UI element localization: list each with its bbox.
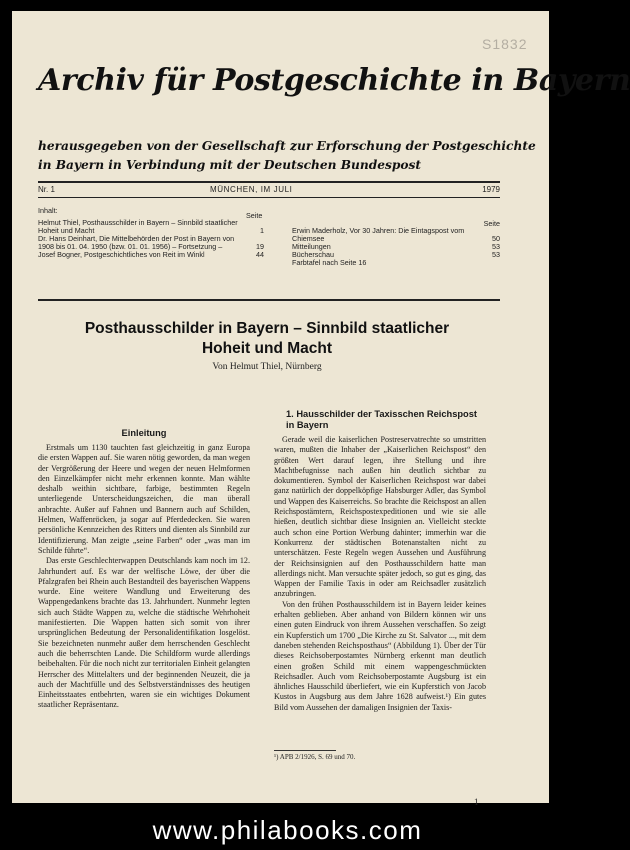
issue-year: 1979 xyxy=(482,185,500,194)
watermark-text: www.philabooks.com xyxy=(152,815,423,845)
header-rule-top xyxy=(38,181,500,183)
subtitle-line-1: herausgegeben von der Gesellschaft zur Erforschung der Postgeschichte xyxy=(38,139,536,153)
toc-rule xyxy=(38,299,500,301)
toc-column-left xyxy=(38,219,264,259)
toc-entry: Helmut Thiel, Posthausschilder in Bayern – Sinnbild staatlicher Hoheit und Macht 1 xyxy=(38,218,264,235)
article-byline: Von Helmut Thiel, Nürnberg xyxy=(212,362,322,372)
issue-number: Nr. 1 xyxy=(38,185,55,194)
issue-place-date: MÜNCHEN, IM JULI xyxy=(210,185,293,194)
paragraph: Erstmals um 1130 tauchten fast gleichzeitig in ganz Europa die ersten Wappen auf. Sie waren nötig geworden, da man wegen der Vergrößerung der Heere und wegen der neuen Helmformen den Einzelkämpfer nicht mehr erkennen konnte. Man wählte deshalb weithin sichtbare, farbige, bestimmten Regeln unterliegende Unterscheidungszeichen, die man überall anbrachte. Außer auf Fahnen und Bannern auch auf Schilden, Helmen, Waffenröcken, ja sogar auf Pferdedecken. Sie waren persönliche Kennzeichen des Ritters und dienten als Sinnbild zur Identifizierung. Man zeigte „seine Farben“ oder „was man im Schilde führte“. xyxy=(38,443,250,555)
paragraph: Gerade weil die kaiserlichen Postreservatrechte so umstritten waren, mußten die Inhaber der „Kaiserlichen Reichspost“ den größten Wert darauf legen, ihre Stellung und ihre Machtbefugnisse nach außen hin deutlich sichtbar zu dokumentieren. Symbol der Kaiserlichen Reichspost war dabei ganz natürlich der doppelköpfige Habsburger Adler, das Symbol und Wappen des Kaiserreichs. So brachte die Reichspost an allen Reichspostämtern, Reichspostexpeditionen und wie sie alle hießen, deutlich sichtbar diese Insignien an. Vielleicht steckte auch schon eine Portion Werbung dahinter; immerhin war die Konkurrenz der städtischen Botenanstalten nicht zu unterschätzen. Feste Regeln wegen Aussehen und Ausführung der Reichsinsignien auf den Posthausschildern hatte man allerdings nicht. Man versuchte später jedoch, so gut es ging, das Wappen der Familie Taxis in oder am Reichsadler zusätzlich anzubringen. xyxy=(274,435,486,599)
table-of-contents xyxy=(38,207,500,297)
paragraph: Das erste Geschlechterwappen Deutschlands kam noch im 12. Jahrhundert auf. Es war der welfische Löwe, der über die Pfalzgrafen bei Rhein auch Bestandteil des bayerischen Wappens wurde. Eine weitere Wandlung und Erweiterung des Wappengedankens brachte das 13. Jahrhundert. Nunmehr legten sich auch Städte Wappen zu, welche die städtische Wehrhoheit manifestierten. Die Wappen hatten sich somit von ihrer ursprünglichen Bedeutung der Personalidentifikation losgelöst. Sie bezeichneten nunmehr außer dem herrschenden Geschlecht auch die beherrschten Lande. Die Schildform wurde allerdings beibehalten. Für die noch nicht zur territorialen Einheit gelangten Herrscher des Mittelalters und der beginnenden Neuzeit, die ja auch der Machtfülle und des Selbstverständnisses des heutigen Einheitsstaates entbehrten, waren sie ein wichtiges Dokument staatlicher Repräsentanz. xyxy=(38,556,250,710)
paragraph: Von den frühen Posthausschildern ist in Bayern leider keines erhalten geblieben. Aber anhand von Bildern können wir uns einen guten Eindruck von ihrem Aussehen verschaffen. So zeigt ein Kupferstich um 1700 „Die Kirche zu St. Salvator ..., mit dem daneben stehenden Reichsposthaus“ (Abbildung 1). Über der Tür dieses Reichsoberpostamtes Nürnberg erkennt man deutlich einen großen Schild mit einem wappengeschmückten Reichsadler. Auch vom Reichsoberpostamte Augsburg ist ein ähnliches Hausschild überliefert, wie ein Kupferstich von Jacob Kustos in Augsburg aus dem Jahre 1628 aufweist.¹) Ein gutes Bild vom Aussehen der damaligen Insignien der Taxis- xyxy=(274,599,486,712)
toc-seite-label-left: Seite xyxy=(246,211,263,220)
article-column-right xyxy=(274,409,486,713)
masthead-title: Archiv für Postgeschichte in Bayern xyxy=(38,63,630,98)
toc-heading: Inhalt: xyxy=(38,206,58,215)
toc-entry: Bücherschau 53 xyxy=(292,250,500,259)
toc-entry: Dr. Hans Deinhart, Die Mittelbehörden der Post in Bayern von 1908 bis 01. 04. 1950 (bzw. 01. 01. 1956) – Fortsetzung – 19 xyxy=(38,234,264,251)
masthead-subtitle xyxy=(38,137,536,175)
subtitle-line-2: in Bayern in Verbindung mit der Deutschen Bundespost xyxy=(38,158,422,172)
toc-entry: Mitteilungen 53 xyxy=(292,242,500,251)
article-column-left xyxy=(38,428,250,711)
footnote-rule xyxy=(274,750,336,751)
article-title: Posthausschilder in Bayern – Sinnbild staatlicher Hoheit und Macht xyxy=(84,320,450,357)
toc-entry: Farbtafel nach Seite 16 xyxy=(292,258,367,267)
toc-entry: Josef Bogner, Postgeschichtliches von Reit im Winkl 44 xyxy=(38,250,264,259)
document-page xyxy=(12,11,630,807)
toc-entry: Erwin Maderholz, Vor 30 Jahren: Die Eintagspost vom Chiemsee 50 xyxy=(292,226,500,243)
page-number: 1 xyxy=(474,797,479,807)
section-heading: 1. Hausschilder der Taxisschen Reichspost in Bayern xyxy=(286,409,478,430)
footnote: ¹) APB 2/1926, S. 69 und 70. xyxy=(274,753,356,761)
header-rule-bottom xyxy=(38,197,500,198)
archive-stamp: S1832 xyxy=(482,36,528,52)
toc-column-right xyxy=(292,227,500,267)
toc-seite-label-right: Seite xyxy=(483,219,500,228)
section-heading: Einleitung xyxy=(121,428,167,438)
